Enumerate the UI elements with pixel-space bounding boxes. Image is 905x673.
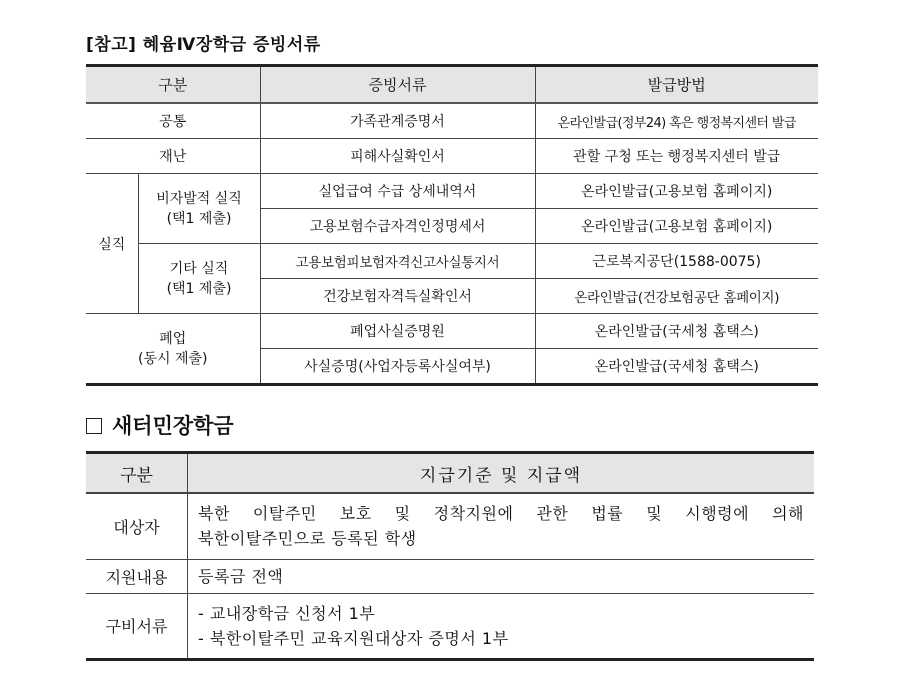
table-row	[86, 139, 818, 174]
table-row	[86, 493, 814, 559]
header-documents: 증빙서류	[260, 66, 535, 104]
category-closure	[86, 314, 260, 385]
method-cell: 온라인발급(국세청 홈택스)	[535, 349, 818, 385]
category-unemployment: 실직	[86, 174, 138, 314]
subcategory-label: 기타 실직	[169, 260, 229, 277]
label-support: 지원내용	[86, 559, 188, 593]
section2-title-text: 새터민장학금	[112, 414, 234, 438]
method-cell: 온라인발급(고용보험 홈페이지)	[535, 174, 818, 209]
section1-title: [참고] 혜윰Ⅳ장학금 증빙서류	[86, 35, 321, 55]
header-category: 구분	[86, 66, 260, 104]
document-item: - 북한이탈주민 교육지원대상자 증명서 1부	[198, 628, 509, 648]
header-category: 구분	[86, 453, 188, 494]
doc-cell: 폐업사실증명원	[260, 314, 535, 349]
subcategory-involuntary	[138, 174, 260, 244]
saeteomin-table	[86, 451, 814, 661]
method-cell: 관할 구청 또는 행정복지센터 발급	[535, 139, 818, 174]
method-cell: 근로복지공단(1588-0075)	[535, 244, 818, 279]
category-note: (동시 제출)	[138, 350, 208, 367]
method-cell: 온라인발급(국세청 홈택스)	[535, 314, 818, 349]
documents-list	[188, 593, 815, 659]
header-criteria: 지급기준 및 지급액	[188, 453, 815, 494]
target-line2: 북한이탈주민으로 등록된 학생	[198, 529, 417, 549]
doc-cell: 건강보험자격득실확인서	[260, 279, 535, 314]
category-label: 폐업	[159, 330, 187, 347]
method-cell: 온라인발급(정부24) 혹은 행정복지센터 발급	[535, 103, 818, 139]
table-row	[86, 174, 818, 209]
document-item: - 교내장학금 신청서 1부	[198, 603, 376, 623]
doc-cell: 가족관계증명서	[260, 103, 535, 139]
doc-cell: 사실증명(사업자등록사실여부)	[260, 349, 535, 385]
method-cell: 온라인발급(건강보험공단 홈페이지)	[535, 279, 818, 314]
subcategory-note: (택1 제출)	[166, 280, 232, 297]
label-documents: 구비서류	[86, 593, 188, 659]
table-row	[86, 244, 818, 279]
doc-cell: 고용보험피보험자격신고사실통지서	[260, 244, 535, 279]
table-header-row	[86, 453, 814, 494]
checkbox-square-icon	[86, 418, 102, 434]
subcategory-label: 비자발적 실직	[156, 190, 242, 207]
table-row	[86, 314, 818, 349]
category-disaster: 재난	[86, 139, 260, 174]
doc-cell: 실업급여 수급 상세내역서	[260, 174, 535, 209]
support-text: 등록금 전액	[188, 559, 815, 593]
target-line1: 북한 이탈주민 보호 및 정착지원에 관한 법률 및 시행령에 의해	[198, 504, 804, 524]
table-row	[86, 593, 814, 659]
table-header-row	[86, 66, 818, 104]
label-target: 대상자	[86, 493, 188, 559]
doc-cell: 고용보험수급자격인정명세서	[260, 209, 535, 244]
subcategory-other	[138, 244, 260, 314]
doc-cell: 피해사실확인서	[260, 139, 535, 174]
header-issuance: 발급방법	[535, 66, 818, 104]
category-common: 공통	[86, 103, 260, 139]
table-row	[86, 559, 814, 593]
documents-table	[86, 64, 818, 386]
method-cell: 온라인발급(고용보험 홈페이지)	[535, 209, 818, 244]
table-row	[86, 103, 818, 139]
section2-title	[86, 410, 234, 440]
target-text	[188, 493, 815, 559]
subcategory-note: (택1 제출)	[166, 210, 232, 227]
